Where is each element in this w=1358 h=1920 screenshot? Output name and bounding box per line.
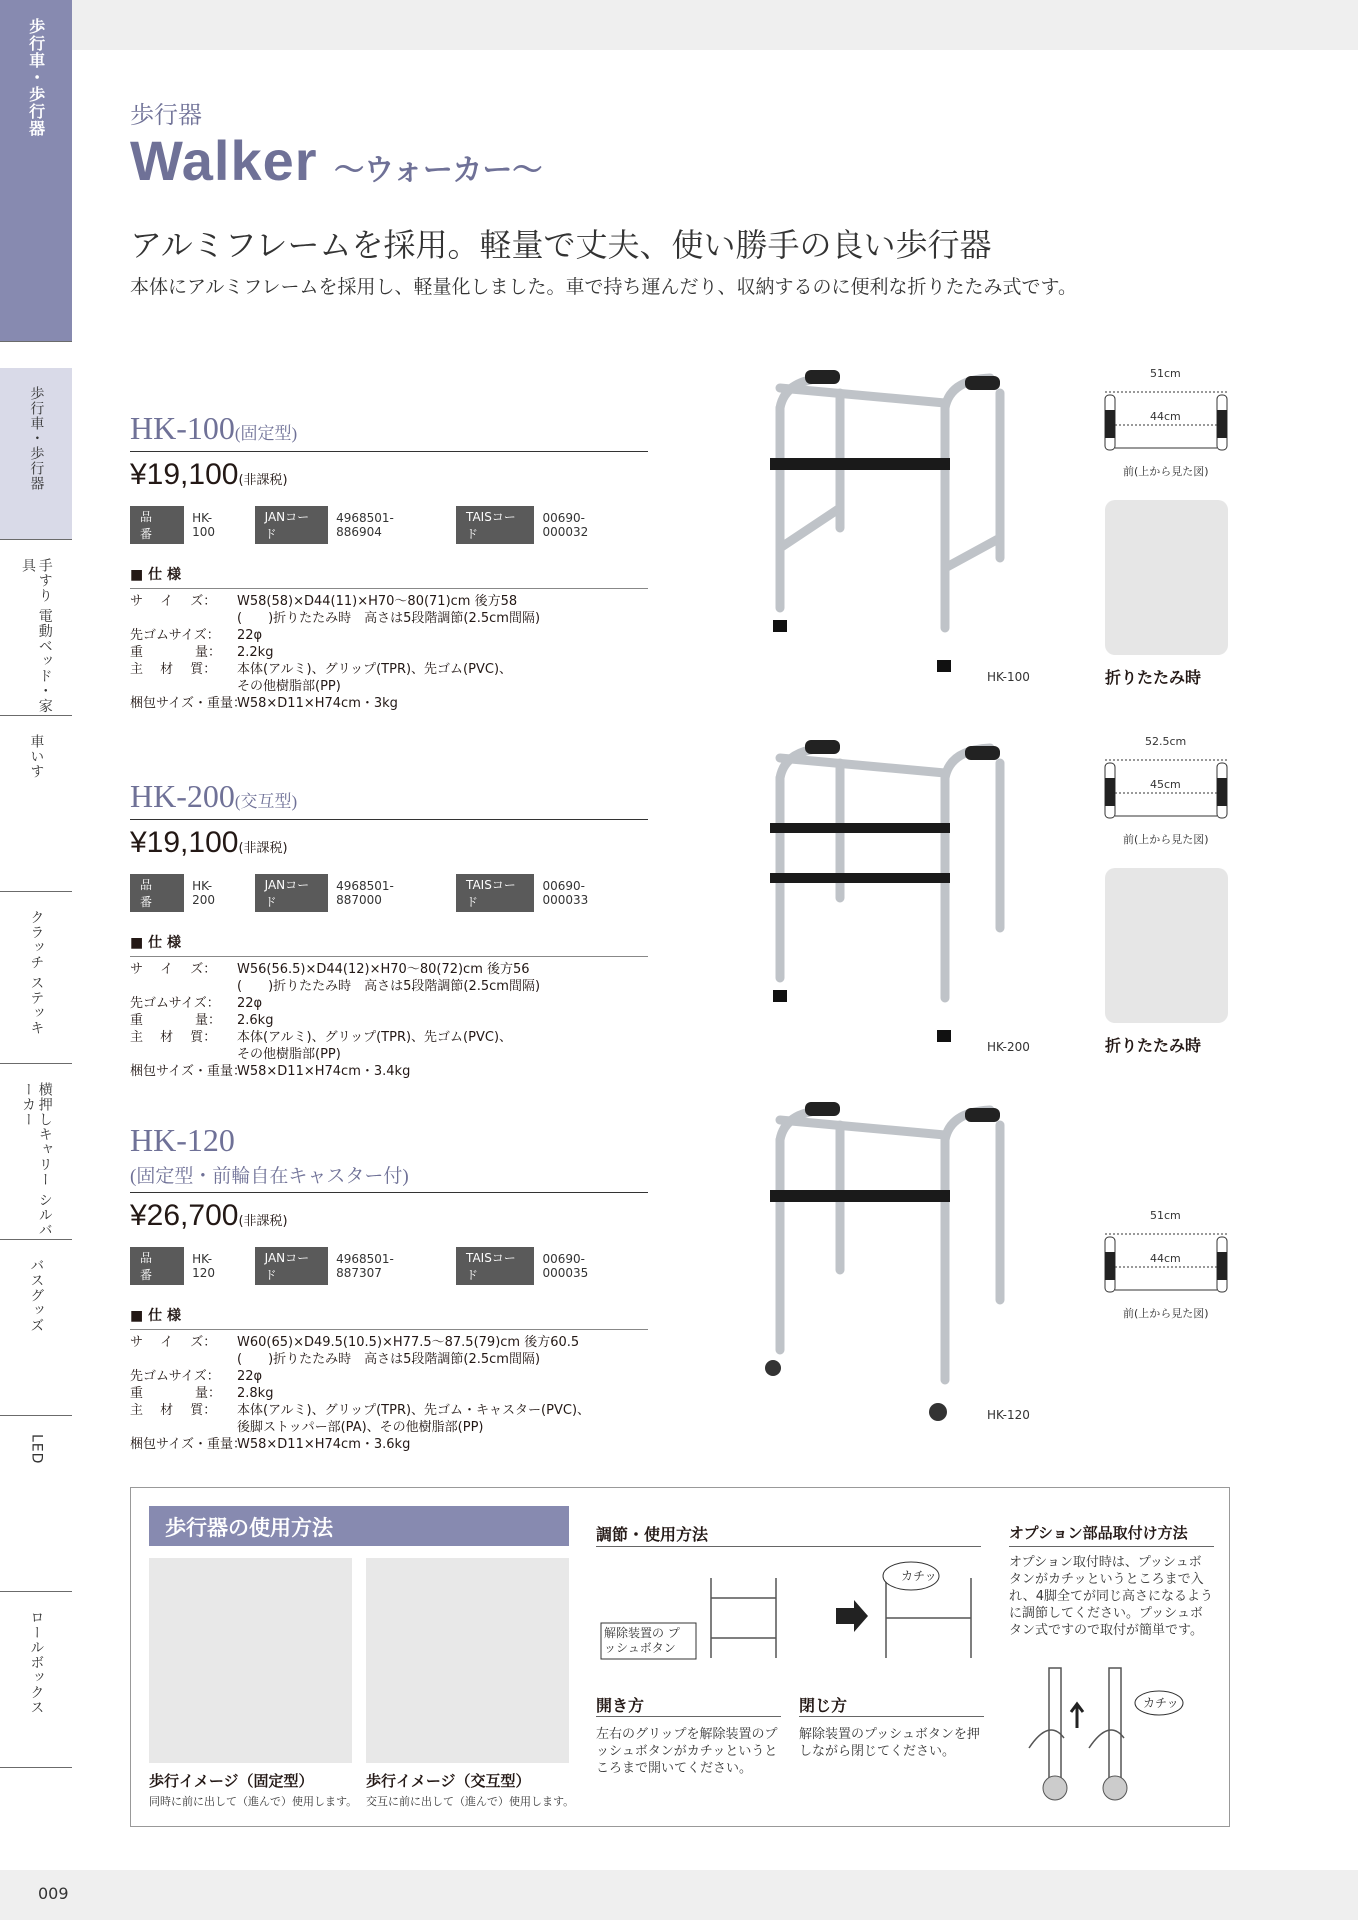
divider — [130, 1329, 648, 1330]
sidebar-tab-walker[interactable] — [0, 0, 72, 342]
divider — [130, 451, 648, 452]
spec-key — [130, 1351, 237, 1368]
sidebar-tab-label: LED — [28, 1434, 45, 1465]
spec-row — [130, 978, 648, 995]
grip — [805, 370, 840, 384]
code-row — [130, 506, 648, 544]
spec-key: 先ゴムサイズ： — [130, 996, 220, 1011]
dim-outer: 51cm — [1150, 1209, 1181, 1222]
divider — [596, 1716, 781, 1717]
price-value: ¥19,100 — [130, 826, 239, 859]
price-value: ¥26,700 — [130, 1199, 239, 1232]
spec-value: 本体(アルミ)、グリップ(TPR)、先ゴム(PVC)、 — [237, 1030, 513, 1045]
image-caption: HK-120 — [987, 1408, 1030, 1422]
photo1-caption: 歩行イメージ（固定型） — [149, 1772, 314, 1790]
folded-image — [1105, 868, 1228, 1023]
spec-value: ( )折りたたみ時 高さは5段階調節(2.5cm間隔) — [237, 979, 541, 994]
spec-title: ■ 仕 様 — [130, 567, 181, 583]
divider — [1009, 1546, 1214, 1547]
tax-note: (非課税) — [238, 841, 288, 856]
tais-label: TAISコード — [456, 874, 534, 912]
dim-note: 前(上から見た図) — [1123, 833, 1209, 846]
jan-value: 4968501-887000 — [336, 879, 394, 907]
arrow-up-icon — [1071, 1704, 1083, 1728]
spec-title: ■ 仕 様 — [130, 935, 181, 951]
tais-label: TAISコード — [456, 1247, 534, 1285]
spec-value: その他樹脂部(PP) — [237, 679, 341, 694]
spec-key: 梱包サイズ・重量： — [130, 1064, 246, 1079]
adjust-title: 調節・使用方法 — [596, 1525, 709, 1544]
usage-title: 歩行器の使用方法 — [149, 1506, 569, 1546]
spec-value: 2.6kg — [237, 1013, 274, 1028]
spec-key: 重 量： — [130, 1386, 222, 1401]
spec-row — [130, 1029, 648, 1046]
sidebar-tab-handrail[interactable] — [0, 540, 72, 716]
tax-note: (非課税) — [238, 1214, 288, 1229]
option-title: オプション部品取付け方法 — [1009, 1524, 1188, 1542]
spec-key: 重 量： — [130, 645, 222, 660]
sidebar-tab-crutch[interactable] — [0, 892, 72, 1064]
open-text: 左右のグリップを解除装置のプッシュボタンがカチッというところまで開いてください。 — [596, 1727, 778, 1776]
spec-row — [130, 1351, 648, 1368]
spec-row — [130, 593, 648, 610]
spec-value: ( )折りたたみ時 高さは5段階調節(2.5cm間隔) — [237, 611, 541, 626]
spec-value: 2.2kg — [237, 645, 274, 660]
sidebar — [0, 0, 72, 1870]
sidebar-tab-label: クラッチ ステッキ — [28, 910, 45, 1036]
spec-row — [130, 995, 648, 1012]
divider — [596, 1546, 981, 1547]
product-model: HK-200 — [130, 778, 235, 814]
click-label: カチッ — [1143, 1696, 1179, 1710]
photo1-desc: 同時に前に出して（進んで）使用します。 — [149, 1795, 358, 1808]
title-en: Walker — [130, 129, 318, 192]
spec-key — [130, 978, 237, 995]
walker-hk120-image — [755, 1100, 1035, 1430]
grip — [965, 376, 1000, 390]
arrow-right-icon — [836, 1600, 868, 1632]
dim-inner: 44cm — [1150, 1252, 1181, 1265]
spec-value: W56(56.5)×D44(12)×H70〜80(72)cm 後方56 — [237, 962, 530, 977]
jan-label: JANコード — [255, 1247, 328, 1285]
spec-key — [130, 1419, 237, 1436]
sidebar-tab-label: 横押しキャリー シルバーカー — [20, 1082, 53, 1238]
spec-row — [130, 695, 648, 712]
spec-key: 主 材 質： — [130, 1030, 217, 1045]
page-title — [130, 128, 542, 193]
spec-row — [130, 661, 648, 678]
walker-hk100-image — [755, 368, 1035, 688]
spec-row — [130, 1385, 648, 1402]
spec-value: W58×D11×H74cm・3.6kg — [237, 1437, 411, 1452]
sidebar-tab-label: バスグッズ — [28, 1258, 45, 1333]
dim-inner: 44cm — [1150, 410, 1181, 423]
spec-row — [130, 1419, 648, 1436]
price — [130, 1199, 648, 1233]
spec-title: ■ 仕 様 — [130, 1308, 181, 1324]
spec-key: サ イ ズ： — [130, 594, 217, 609]
top-bar — [72, 0, 1358, 50]
photo-alternate-walking — [366, 1558, 569, 1763]
dim-note: 前(上から見た図) — [1123, 465, 1209, 478]
spec-row — [130, 627, 648, 644]
close-text: 解除装置のプッシュボタンを押しながら閉じてください。 — [799, 1727, 980, 1759]
caster-wheel — [929, 1403, 947, 1421]
photo2-desc: 交互に前に出して（進んで）使用します。 — [366, 1795, 575, 1808]
spec-row — [130, 1334, 648, 1351]
price-value: ¥19,100 — [130, 458, 239, 491]
jan-label: JANコード — [255, 506, 328, 544]
jan-label: JANコード — [255, 874, 328, 912]
option-diagram — [1009, 1658, 1214, 1808]
divider — [130, 1192, 648, 1193]
sidebar-tab-bath[interactable] — [0, 1240, 72, 1416]
product-model: HK-100 — [130, 410, 235, 446]
product-type: (固定型) — [234, 424, 298, 443]
option-text: オプション取付時は、プッシュボタンがカチッというところまで入れ、4脚全てが同じ高さになるように調節してください。プッシュボタン式ですので取付が簡単です。 — [1009, 1555, 1214, 1638]
spec-row — [130, 610, 648, 627]
spec-key: 梱包サイズ・重量： — [130, 696, 246, 711]
divider — [130, 588, 648, 589]
spec-row — [130, 1368, 648, 1385]
headline: アルミフレームを採用。軽量で丈夫、使い勝手の良い歩行器 — [130, 226, 992, 264]
spec-row — [130, 1436, 648, 1453]
spec-row — [130, 961, 648, 978]
fold-label: 折りたたみ時 — [1105, 1036, 1202, 1055]
click-label: カチッ — [901, 1569, 937, 1583]
code-label: 品 番 — [130, 874, 184, 912]
divider — [130, 956, 648, 957]
sidebar-tab-wheelchair[interactable] — [0, 716, 72, 892]
spec-table — [130, 593, 648, 712]
spec-value: W58×D11×H74cm・3.4kg — [237, 1064, 411, 1079]
spec-row — [130, 644, 648, 661]
image-caption: HK-200 — [987, 1040, 1030, 1054]
spec-key — [130, 678, 237, 695]
code-row — [130, 874, 648, 912]
spec-value: ( )折りたたみ時 高さは5段階調節(2.5cm間隔) — [237, 1352, 541, 1367]
dim-note: 前(上から見た図) — [1123, 1307, 1209, 1320]
spec-value: 本体(アルミ)、グリップ(TPR)、先ゴム(PVC)、 — [237, 662, 513, 677]
spec-key: 主 材 質： — [130, 1403, 217, 1418]
sidebar-tab-label: 歩行車・歩行器 — [28, 386, 45, 491]
page-number: 009 — [38, 1884, 69, 1903]
walker-hk200-image — [755, 738, 1035, 1058]
photo-fixed-walking — [149, 1558, 352, 1763]
sidebar-tab-rollbox[interactable] — [0, 1592, 72, 1768]
close-title: 閉じ方 — [799, 1696, 848, 1715]
lead-text: 本体にアルミフレームを採用し、軽量化しました。車で持ち運んだり、収納するのに便利な折りたたみ式です。 — [130, 276, 1077, 298]
jan-value: 4968501-886904 — [336, 511, 394, 539]
spec-key: サ イ ズ： — [130, 962, 217, 977]
tais-value: 00690-000035 — [542, 1252, 589, 1280]
code-label: 品 番 — [130, 506, 184, 544]
photo2-caption: 歩行イメージ（交互型） — [366, 1772, 531, 1790]
sidebar-tab-label: 手すり 電動ベッド・家具 — [20, 558, 53, 714]
dim-inner: 45cm — [1150, 778, 1181, 791]
spec-key: 先ゴムサイズ： — [130, 1369, 220, 1384]
spec-table — [130, 1334, 648, 1453]
usage-section — [130, 1487, 1230, 1827]
spec-value: W60(65)×D49.5(10.5)×H77.5〜87.5(79)cm 後方60.5 — [237, 1335, 580, 1350]
sidebar-tab-label: ロールボックス — [28, 1610, 45, 1715]
spec-table — [130, 961, 648, 1080]
spec-value: 22φ — [237, 628, 263, 643]
spec-row — [130, 1063, 648, 1080]
price — [130, 826, 648, 860]
tais-value: 00690-000032 — [542, 511, 589, 539]
product-hk120 — [130, 1122, 648, 1453]
product-hk100 — [130, 410, 648, 712]
spec-row — [130, 1012, 648, 1029]
open-title: 開き方 — [596, 1696, 645, 1715]
spec-key: 重 量： — [130, 1013, 222, 1028]
spec-key — [130, 1046, 237, 1063]
spec-value: 22φ — [237, 1369, 263, 1384]
spec-value: その他樹脂部(PP) — [237, 1047, 341, 1062]
product-subtitle: (固定型・前輪自在キャスター付) — [130, 1166, 409, 1187]
code-row — [130, 1247, 648, 1285]
sidebar-tab-walker-current[interactable] — [0, 368, 72, 540]
bottom-bar — [0, 1870, 1358, 1920]
title-jp: 〜ウォーカー〜 — [334, 153, 543, 188]
tais-value: 00690-000033 — [542, 879, 589, 907]
spec-value: W58(58)×D44(11)×H70〜80(71)cm 後方58 — [237, 594, 518, 609]
dim-outer: 52.5cm — [1145, 735, 1187, 748]
divider — [799, 1716, 984, 1717]
price — [130, 458, 648, 492]
spec-row — [130, 678, 648, 695]
spec-key: 梱包サイズ・重量： — [130, 1437, 246, 1452]
push-button-label: 解除装置の プッシュボタン — [604, 1626, 680, 1655]
sidebar-tab-label: 車いす — [28, 734, 45, 779]
spec-value: W58×D11×H74cm・3kg — [237, 696, 398, 711]
sidebar-tab-label: 歩行車・歩行器 — [26, 18, 46, 137]
spec-row — [130, 1046, 648, 1063]
spec-row — [130, 1402, 648, 1419]
image-caption: HK-100 — [987, 670, 1030, 684]
product-name — [130, 778, 648, 815]
spec-key — [130, 610, 237, 627]
tais-label: TAISコード — [456, 506, 534, 544]
spec-key: 先ゴムサイズ： — [130, 628, 220, 643]
spec-key: サ イ ズ： — [130, 1335, 217, 1350]
sidebar-tab-led[interactable] — [0, 1416, 72, 1592]
spec-key: 主 材 質： — [130, 662, 217, 677]
category-label: 歩行器 — [130, 101, 202, 129]
code-value: HK-200 — [192, 879, 215, 907]
spec-value: 2.8kg — [237, 1386, 274, 1401]
code-value: HK-100 — [192, 511, 215, 539]
frame-bar — [770, 458, 950, 470]
spec-value: 後脚ストッパー部(PA)、その他樹脂部(PP) — [237, 1420, 484, 1435]
code-value: HK-120 — [192, 1252, 215, 1280]
spec-value: 22φ — [237, 996, 263, 1011]
folded-image — [1105, 500, 1228, 655]
fold-label: 折りたたみ時 — [1105, 668, 1202, 687]
jan-value: 4968501-887307 — [336, 1252, 394, 1280]
spec-value: 本体(アルミ)、グリップ(TPR)、先ゴム・キャスター(PVC)、 — [237, 1403, 591, 1418]
product-hk200 — [130, 778, 648, 1080]
caster-wheel — [765, 1360, 781, 1376]
product-name — [130, 410, 648, 447]
sidebar-tab-carry[interactable] — [0, 1064, 72, 1240]
tax-note: (非課税) — [238, 473, 288, 488]
dim-outer: 51cm — [1150, 367, 1181, 380]
divider — [130, 819, 648, 820]
product-type: (交互型) — [234, 792, 298, 811]
product-name: HK-120 — [130, 1122, 235, 1158]
code-label: 品 番 — [130, 1247, 184, 1285]
